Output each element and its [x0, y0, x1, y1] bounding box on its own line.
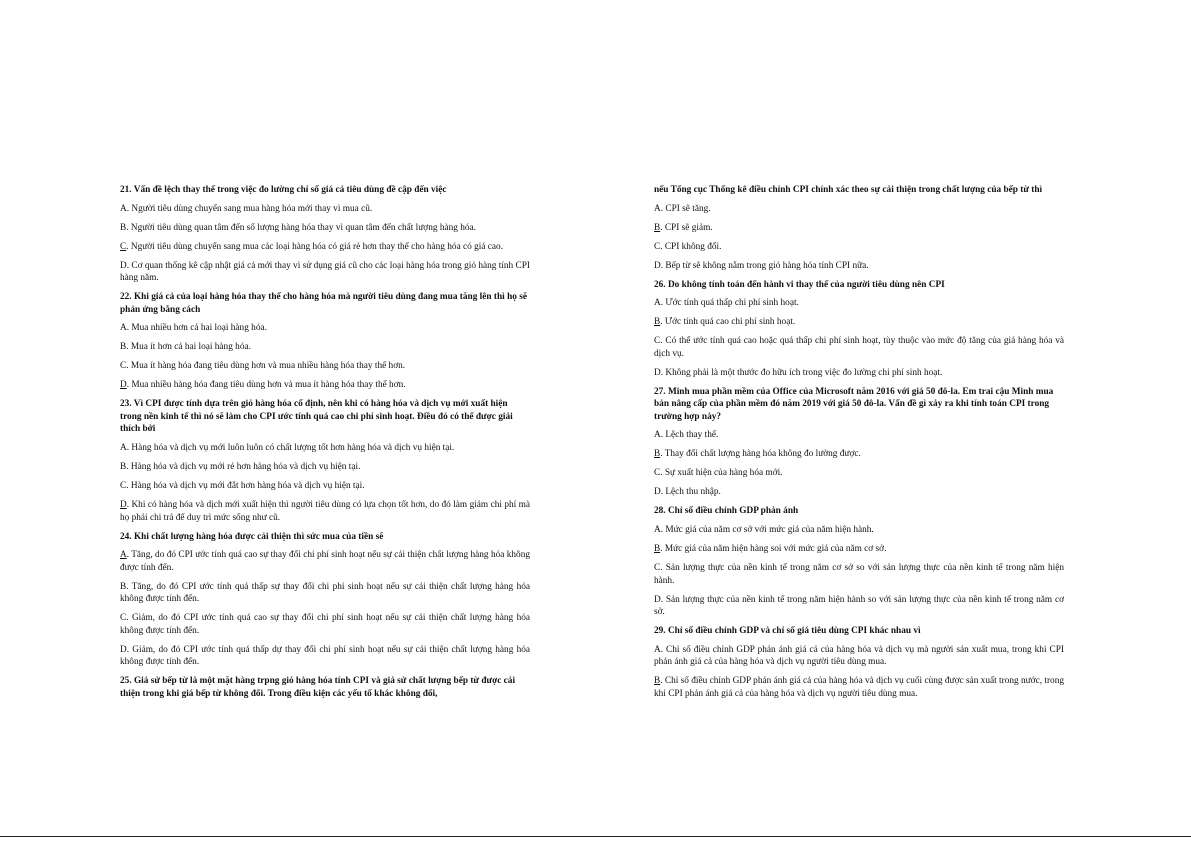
answer-option: B. Người tiêu dùng quan tâm đến số lượng hàng hóa thay vì quan tâm đến chất lượng hàng hóa.: [120, 222, 476, 233]
answer-text: CPI sẽ tăng.: [665, 203, 711, 214]
answer-letter: C: [120, 361, 127, 372]
question-text: 21. Vấn đề lệch thay thế trong việc đo lường chỉ số giá cả tiêu dùng đề cập đến việc: [120, 185, 447, 195]
answer-text: Ước tính quá cao chi phí sinh hoạt.: [664, 317, 796, 328]
answer-text: Không phải là một thước đo hữu ích trong việc đo lường chi phí sinh hoạt.: [665, 367, 943, 378]
question-text: 23. Vì CPI được tính dựa trên giỏ hàng hóa cố định, nên khi có hàng hóa và dịch vụ mới xuất hiện trong nền kinh tế thì nó sẽ làm cho CPI ước tính quá cao chi phí sinh hoạt. Điều đó có thể được giải thích bởi: [120, 399, 513, 435]
answer-option: D. Sản lượng thực của nền kinh tế trong năm hiện hành so với sản lượng thực của nền kinh tế trong năm cơ sở.: [654, 594, 1064, 618]
question-text: 24. Khi chất lượng hàng hóa được cải thiện thì sức mua của tiền sẽ: [120, 531, 384, 542]
answer-text: Mức giá của năm cơ sở với mức giá của năm hiện hành.: [665, 524, 874, 535]
answer-text: CPI không đổi.: [664, 241, 722, 252]
answer-text: Lệch thu nhập.: [665, 487, 721, 498]
answer-option: A. Người tiêu dùng chuyển sang mua hàng hóa mới thay vì mua cũ.: [120, 203, 373, 214]
answer-option: A. CPI sẽ tăng.: [654, 203, 711, 214]
answer-letter: D: [654, 260, 661, 271]
answer-option: D. Khi có hàng hóa và dịch mới xuất hiện thì người tiêu dùng có lựa chọn tốt hơn, do đó làm giảm chi phí mà họ phải chi trả để duy trì mức sống như cũ.: [120, 499, 530, 523]
answer-text: Tăng, do đó CPI ước tính quá thấp sự thay đổi chi phí sinh hoạt nếu sự cải thiện chất lượng hàng hóa không được tính đến.: [120, 581, 530, 605]
answer-option: C. CPI không đổi.: [654, 241, 722, 252]
answer-text: Người tiêu dùng chuyển sang mua hàng hóa mới thay vì mua cũ.: [131, 203, 373, 214]
answer-text: Sản lượng thực của nền kinh tế trong năm hiện hành so với sản lượng thực của nền kinh tế trong năm cơ sở.: [654, 594, 1064, 618]
answer-text: Người tiêu dùng chuyển sang mua các loại hàng hóa có giá rẻ hơn thay thế cho hàng hóa có giá cao.: [130, 241, 504, 252]
answer-letter: C: [654, 562, 661, 573]
answer-option: D. Không phải là một thước đo hữu ích trong việc đo lường chi phí sinh hoạt.: [654, 367, 943, 378]
answer-text: Mức giá của năm hiện hàng soi với mức giá của năm cơ sở.: [664, 543, 887, 554]
correct-answer-letter: D: [120, 499, 127, 510]
answer-letter: A: [120, 443, 127, 454]
answer-option: C. Mua ít hàng hóa đang tiêu dùng hơn và mua nhiều hàng hóa thay thế hơn.: [120, 361, 406, 372]
question-text: 22. Khi giá cả của loại hàng hóa thay thế cho hàng hóa mà người tiêu dùng đang mua tăng lên thì họ sẽ phản ứng bằng cách: [120, 292, 527, 315]
answer-option: B. Chỉ số điều chỉnh GDP phản ánh giá cả của hàng hóa và dịch vụ cuối cùng được sản xuất trong nước, trong khi CPI phản ánh giá cả của hàng hóa và dịch vụ người tiêu dùng mua.: [654, 676, 1064, 699]
answer-letter: A: [654, 298, 661, 309]
answer-option: A. Mua nhiều hơn cả hai loại hàng hóa.: [120, 323, 267, 334]
right-column: [654, 184, 1064, 707]
answer-option: B. Ước tính quá cao chi phí sinh hoạt.: [654, 317, 796, 328]
question-text: 29. Chỉ số điều chỉnh GDP và chỉ số giá tiêu dùng CPI khác nhau vì: [654, 626, 921, 637]
answer-letter: A: [654, 644, 661, 655]
answer-text: Chỉ số điều chỉnh GDP phản ánh giá cả của hàng hóa và dịch vụ cuối cùng được sản xuất trong nước, trong khi CPI phản ánh giá cả của hàng hóa và dịch vụ người tiêu dùng mua.: [654, 676, 1064, 699]
answer-option: D. Mua nhiều hàng hóa đang tiêu dùng hơn và mua ít hàng hóa thay thế hơn.: [120, 380, 406, 391]
correct-answer-letter: A: [120, 550, 127, 561]
answer-option: A. Tăng, do đó CPI ước tính quá cao sự thay đổi chi phí sinh hoạt nếu sự cải thiện chất lượng hàng hóa không được tính đến.: [120, 550, 530, 573]
answer-option: B. Tăng, do đó CPI ước tính quá thấp sự thay đổi chi phí sinh hoạt nếu sự cải thiện chất lượng hàng hóa không được tính đến.: [120, 581, 530, 605]
answer-text: Mua nhiều hơn cả hai loại hàng hóa.: [131, 323, 267, 334]
correct-answer-letter: C: [120, 241, 127, 252]
answer-text: Giảm, do đó CPI ước tính quá cao sự thay đổi chi phí sinh hoạt nếu sự cải thiện chất lượng hàng hóa không được tính đến.: [120, 613, 530, 636]
answer-letter: D: [654, 367, 661, 378]
answer-text: Sản lượng thực của nền kinh tế trong năm cơ sở so với sản lượng thực của nền kinh tế trong năm hiện hành.: [654, 562, 1064, 586]
answer-text: Cơ quan thống kê cập nhật giá cả mới thay vì sử dụng giá cũ cho các loại hàng hóa trong giỏ hàng tính CPI hàng năm.: [120, 260, 530, 284]
left-column: [120, 184, 530, 707]
answer-text: Bếp từ sẽ không nằm trong giỏ hàng hóa tính CPI nữa.: [665, 260, 869, 271]
answer-letter: C: [654, 468, 661, 479]
answer-letter: B: [120, 581, 127, 592]
answer-letter: A: [120, 203, 127, 214]
answer-text: Hàng hóa và dịch vụ mới luôn luôn có chất lượng tốt hơn hàng hóa và dịch vụ hiện tại.: [131, 443, 455, 454]
answer-letter: D: [654, 594, 661, 605]
answer-text: Có thể ước tính quá cao hoặc quá thấp chi phí sinh hoạt, tùy thuộc vào mức độ tăng của giá hàng hóa và dịch vụ.: [654, 336, 1064, 359]
answer-letter: C: [654, 241, 661, 252]
answer-letter: C: [120, 613, 127, 624]
answer-option: D. Giảm, do đó CPI ước tính quá thấp dự thay đổi chi phí sinh hoạt nếu sự cải thiện chất lượng hàng hóa không được tính đến.: [120, 644, 530, 668]
answer-option: B. Mua ít hơn cả hai loại hàng hóa.: [120, 342, 251, 353]
answer-option: D. Lệch thu nhập.: [654, 487, 721, 498]
answer-option: D. Cơ quan thống kê cập nhật giá cả mới thay vì sử dụng giá cũ cho các loại hàng hóa trong giỏ hàng tính CPI hàng năm.: [120, 260, 530, 284]
answer-text: Tăng, do đó CPI ước tính quá cao sự thay đổi chi phí sinh hoạt nếu sự cải thiện chất lượng hàng hóa không được tính đến.: [120, 550, 530, 573]
answer-option: C. Có thể ước tính quá cao hoặc quá thấp chi phí sinh hoạt, tùy thuộc vào mức độ tăng của giá hàng hóa và dịch vụ.: [654, 336, 1064, 359]
answer-text: CPI sẽ giảm.: [664, 222, 713, 233]
answer-letter: C: [654, 336, 661, 347]
answer-letter: A: [120, 323, 127, 334]
answer-letter: A: [654, 524, 661, 535]
answer-text: Sự xuất hiện của hàng hóa mới.: [664, 468, 783, 479]
question-text: 26. Do không tính toán đến hành vi thay thế của người tiêu dùng nên CPI: [654, 279, 945, 290]
answer-option: A. Mức giá của năm cơ sở với mức giá của năm hiện hành.: [654, 524, 874, 535]
answer-option: A. Lệch thay thế.: [654, 430, 719, 441]
answer-text: Ước tính quá thấp chi phí sinh hoạt.: [665, 298, 799, 309]
page-bottom-rule: [0, 836, 1191, 837]
answer-text: Hàng hóa và dịch vụ mới đắt hơn hàng hóa và dịch vụ hiện tại.: [130, 481, 365, 491]
answer-option: C. Người tiêu dùng chuyển sang mua các loại hàng hóa có giá rẻ hơn thay thế cho hàng hóa có giá cao.: [120, 241, 504, 252]
correct-answer-letter: B: [654, 317, 661, 328]
question-text: 28. Chỉ số điều chỉnh GDP phản ánh: [654, 506, 799, 517]
answer-letter: B: [120, 342, 127, 353]
answer-text: Mua ít hơn cả hai loại hàng hóa.: [130, 342, 251, 353]
answer-option: C. Sự xuất hiện của hàng hóa mới.: [654, 468, 783, 479]
answer-option: D. Bếp từ sẽ không nằm trong giỏ hàng hóa tính CPI nữa.: [654, 260, 869, 271]
answer-option: B. CPI sẽ giảm.: [654, 222, 713, 233]
answer-text: Thay đổi chất lượng hàng hóa không đo lường được.: [664, 449, 861, 460]
answer-option: C. Hàng hóa và dịch vụ mới đắt hơn hàng hóa và dịch vụ hiện tại.: [120, 481, 365, 491]
answer-text: Mua ít hàng hóa đang tiêu dùng hơn và mua nhiều hàng hóa thay thế hơn.: [130, 361, 406, 372]
answer-option: B. Hàng hóa và dịch vụ mới rẻ hơn hàng hóa và dịch vụ hiện tại.: [120, 462, 361, 473]
correct-answer-letter: B: [654, 222, 661, 233]
answer-option: A. Chỉ số điều chỉnh GDP phản ánh giá cả của hàng hóa và dịch vụ mà người sản xuất mua, trong khi CPI phản ánh giá cả của hàng hóa và dịch vụ người tiêu dùng mua.: [654, 644, 1064, 668]
question-text: 27. Minh mua phần mềm của Office của Microsoft năm 2016 với giá 50 đô-la. Em trai cậu Minh mua bản nâng cấp của phần mềm đó năm 2019 với giá 50 đô-la. Vấn đề gì xảy ra khi tính toán CPI trong trường hợp này?: [654, 386, 1054, 422]
answer-option: A. Hàng hóa và dịch vụ mới luôn luôn có chất lượng tốt hơn hàng hóa và dịch vụ hiện tại.: [120, 443, 455, 454]
answer-letter: B: [120, 222, 127, 233]
answer-option: C. Giảm, do đó CPI ước tính quá cao sự thay đổi chi phí sinh hoạt nếu sự cải thiện chất lượng hàng hóa không được tính đến.: [120, 613, 530, 636]
correct-answer-letter: B: [654, 543, 661, 554]
answer-letter: D: [120, 260, 127, 271]
answer-text: Khi có hàng hóa và dịch mới xuất hiện thì người tiêu dùng có lựa chọn tốt hơn, do đó làm giảm chi phí mà họ phải chi trả để duy trì mức sống như cũ.: [120, 499, 530, 523]
question-text: 25. Giả sử bếp từ là một mặt hàng trpng giỏ hàng hóa tính CPI và giả sử chất lượng bếp từ được cải thiện trong khi giá bếp từ không đổi. Trong điều kiện các yếu tố khác không đổi,: [120, 676, 516, 700]
answer-letter: C: [120, 481, 127, 491]
answer-option: A. Ước tính quá thấp chi phí sinh hoạt.: [654, 298, 799, 309]
answer-letter: D: [654, 487, 661, 498]
correct-answer-letter: B: [654, 449, 661, 460]
correct-answer-letter: B: [654, 676, 661, 687]
answer-text: Lệch thay thế.: [665, 430, 719, 441]
answer-letter: A: [654, 203, 661, 214]
answer-letter: D: [120, 644, 127, 655]
answer-option: B. Thay đổi chất lượng hàng hóa không đo lường được.: [654, 449, 861, 460]
answer-text: Mua nhiều hàng hóa đang tiêu dùng hơn và mua ít hàng hóa thay thế hơn.: [131, 380, 406, 391]
correct-answer-letter: D: [120, 380, 127, 391]
answer-text: Chỉ số điều chỉnh GDP phản ánh giá cả của hàng hóa và dịch vụ mà người sản xuất mua, trong khi CPI phản ánh giá cả của hàng hóa và dịch vụ người tiêu dùng mua.: [654, 644, 1064, 668]
answer-option: B. Mức giá của năm hiện hàng soi với mức giá của năm cơ sở.: [654, 543, 887, 554]
answer-text: Hàng hóa và dịch vụ mới rẻ hơn hàng hóa và dịch vụ hiện tại.: [130, 462, 361, 473]
question-text: nếu Tổng cục Thống kê điều chỉnh CPI chính xác theo sự cải thiện trong chất lượng của bếp từ thì: [654, 185, 1043, 195]
answer-letter: A: [654, 430, 661, 441]
answer-letter: B: [120, 462, 127, 473]
answer-option: C. Sản lượng thực của nền kinh tế trong năm cơ sở so với sản lượng thực của nền kinh tế trong năm hiện hành.: [654, 562, 1064, 586]
answer-text: Người tiêu dùng quan tâm đến số lượng hàng hóa thay vì quan tâm đến chất lượng hàng hóa.: [130, 222, 476, 233]
answer-text: Giảm, do đó CPI ước tính quá thấp dự thay đổi chi phí sinh hoạt nếu sự cải thiện chất lượng hàng hóa không được tính đến.: [120, 644, 530, 668]
